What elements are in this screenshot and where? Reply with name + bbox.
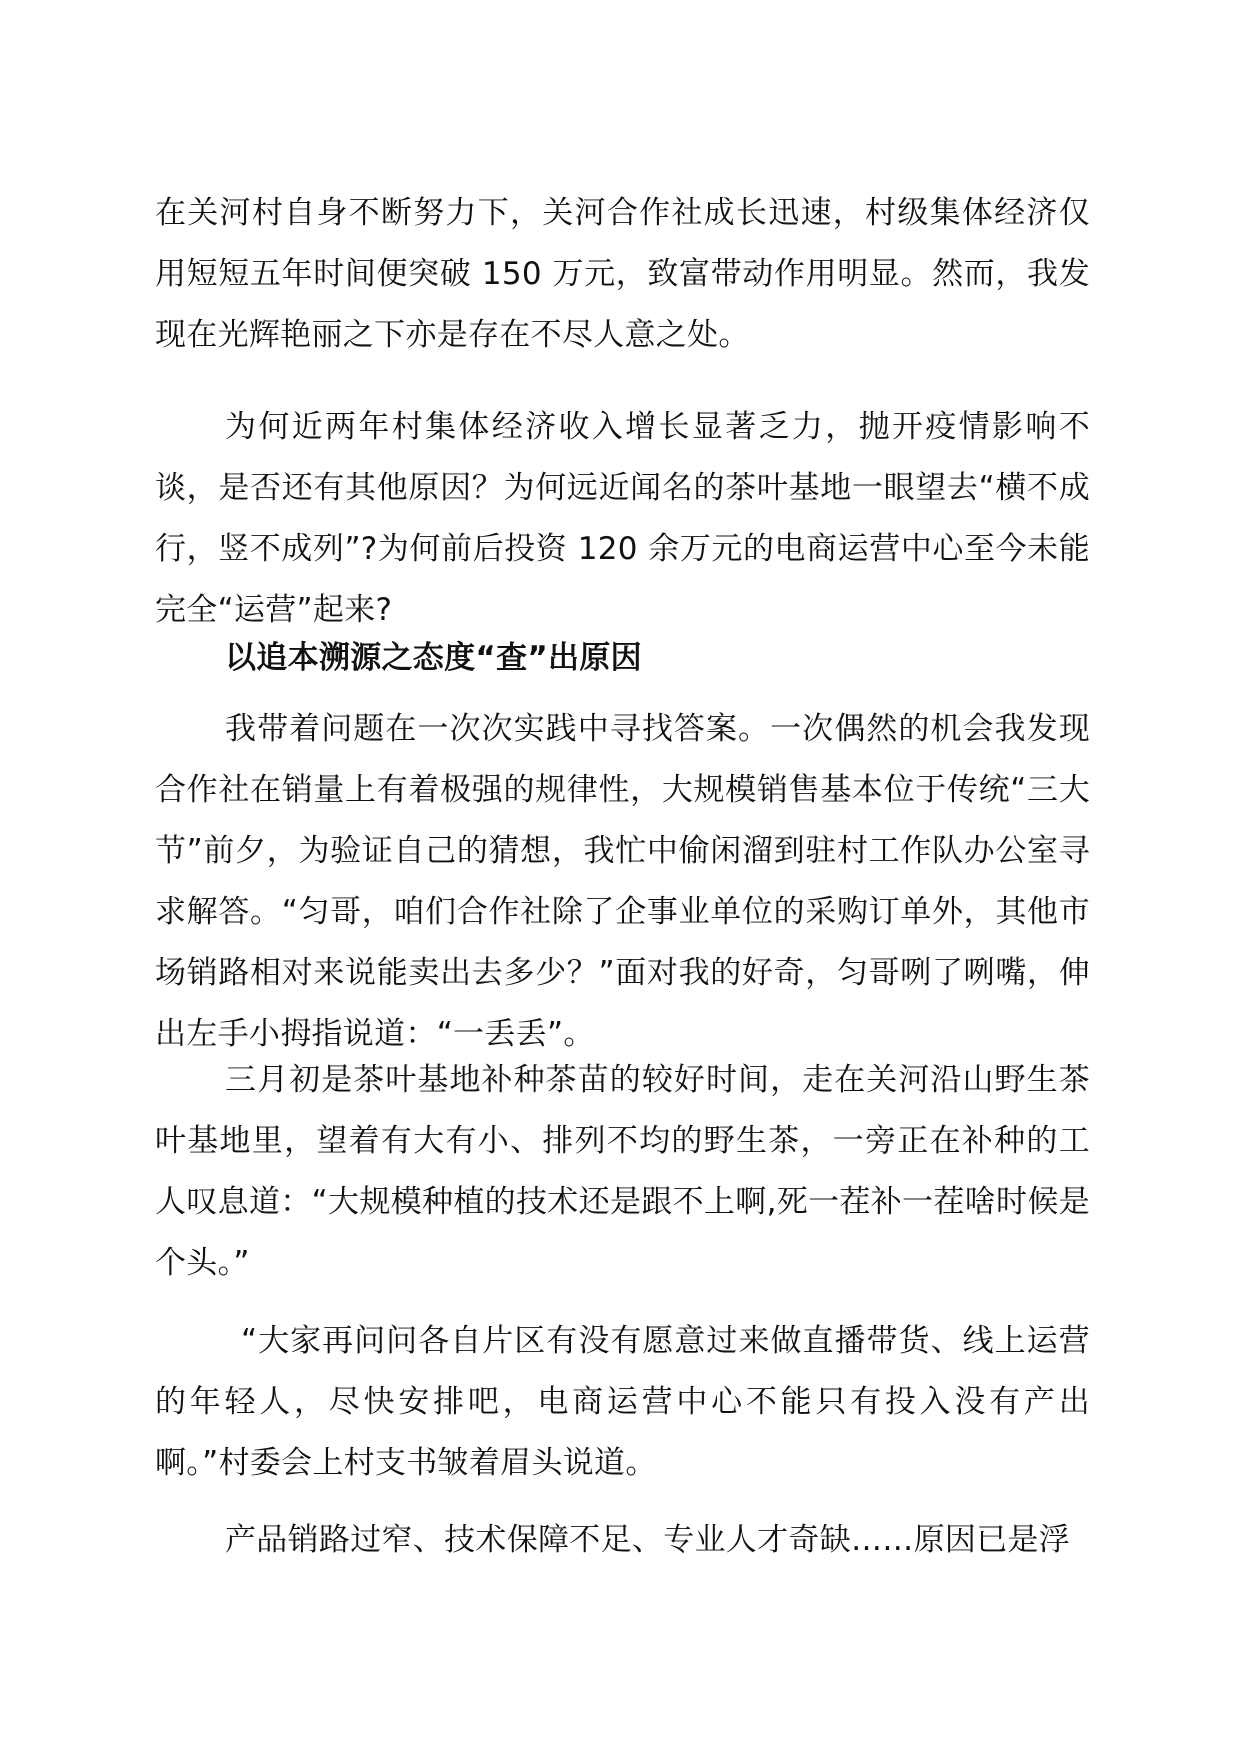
paragraph-questions: 为何近两年村集体经济收入增长显著乏力，抛开疫情影响不谈，是否还有其他原因？为何远近闻名的茶叶基地一眼望去“横不成行，竖不成列”?为何前后投资 120 余万元的电商运营中心至今未能完全“运营”起来? [155,409,1090,628]
paragraph-sales-pattern: 我带着问题在一次次实践中寻找答案。一次偶然的机会我发现合作社在销量上有着极强的规律性，大规模销售基本位于传统“三大节”前夕，为验证自己的猜想，我忙中偷闲溜到驻村工作队办公室寻求解答。“匀哥，咱们合作社除了企事业单位的采购订单外，其他市场销路相对来说能卖出去多少？”面对我的好奇，匀哥咧了咧嘴，伸出左手小拇指说道：“一丢丢”。 [155,711,1090,1052]
paragraph-summary: 产品销路过窄、技术保障不足、专业人才奇缺……原因已是浮 [225,1522,1071,1558]
paragraph-tea-base: 三月初是茶叶基地补种茶苗的较好时间，走在关河沿山野生茶叶基地里，望着有大有小、排列不均的野生茶，一旁正在补种的工人叹息道：“大规模种植的技术还是跟不上啊,死一茬补一茬啥时候是个头。” [155,1062,1090,1281]
paragraph-intro: 在关河村自身不断努力下，关河合作社成长迅速，村级集体经济仅用短短五年时间便突破 150 万元，致富带动作用明显。然而，我发现在光辉艳丽之下亦是存在不尽人意之处。 [155,195,1090,353]
paragraph-ecommerce: “大家再问问各自片区有没有愿意过来做直播带货、线上运营的年轻人，尽快安排吧，电商运营中心不能只有投入没有产出啊。”村委会上村支书皱着眉头说道。 [155,1323,1090,1481]
section-heading: 以追本溯源之态度“查”出原因 [225,640,642,676]
